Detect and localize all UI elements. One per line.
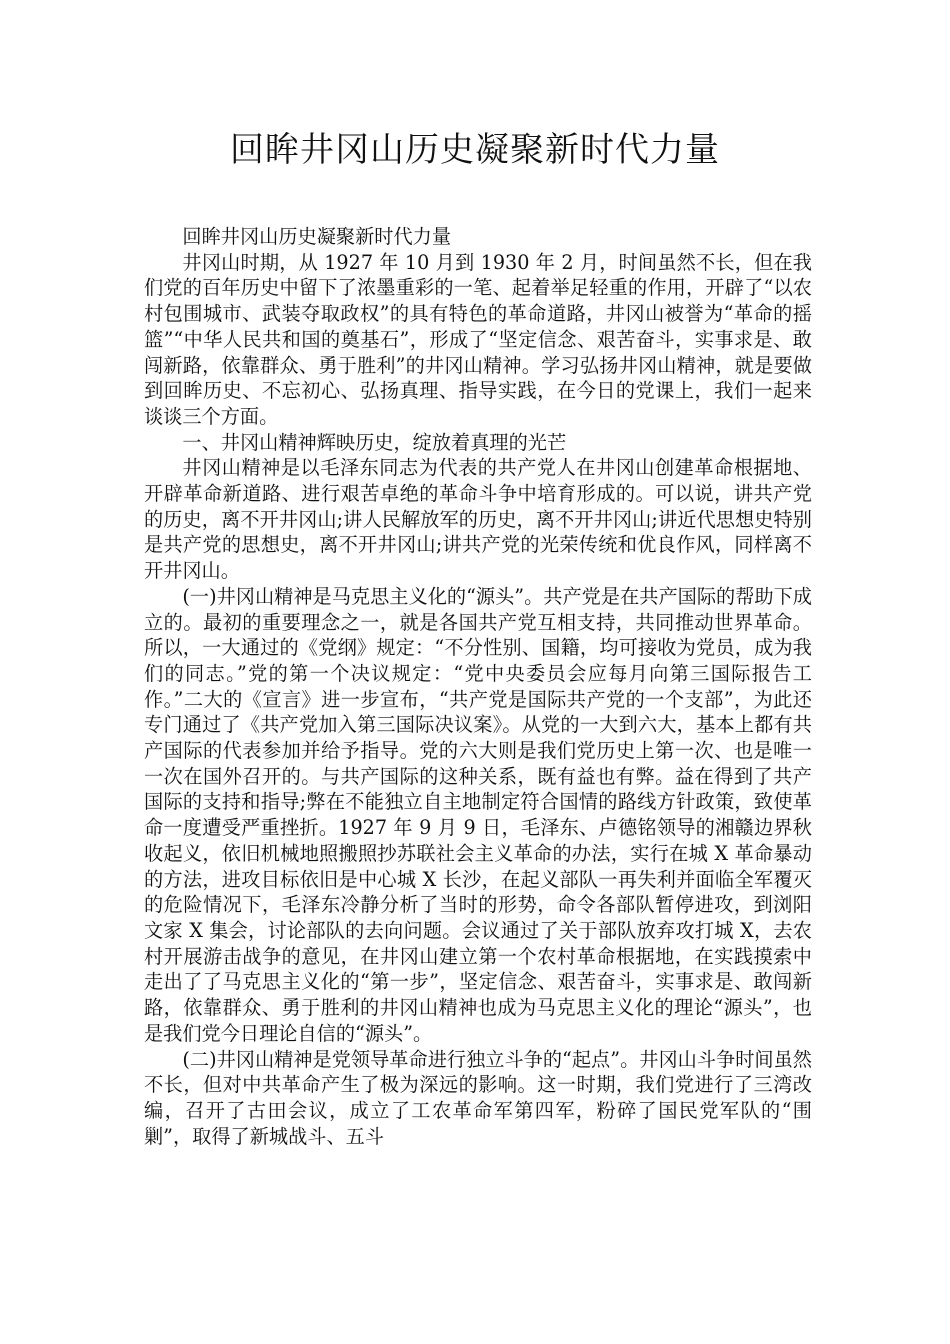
body-paragraph: (二)井冈山精神是党领导革命进行独立斗争的“起点”。井冈山斗争时间虽然不长，但对中共革命产生了极为深远的影响。这一时期，我们党进行了三湾改编，召开了古田会议，成立了工农革命军第四军，粉碎了国民党军队的“围剿”，取得了新城战斗、五斗 [144,1047,812,1148]
document-title: 回眸井冈山历史凝聚新时代力量 [230,130,720,170]
body-paragraph: 回眸井冈山历史凝聚新时代力量 [182,225,452,248]
body-paragraph: (一)井冈山精神是马克思主义化的“源头”。共产党是在共产国际的帮助下成立的。最初的重要理念之一，就是各国共产党互相支持，共同推动世界革命。所以，一大通过的《党纲》规定：“不分性别、国籍，均可接收为党员，成为我们的同志。”党的第一个决议规定：“党中央委员会应每月向第三国际报告工作。”二大的《宣言》进一步宣布，“共产党是国际共产党的一个支部”，为此还专门通过了《共产党加入第三国际决议案》。从党的一大到六大，基本上都有共产国际的代表参加并给予指导。党的六大则是我们党历史上第一次、也是唯一一次在国外召开的。与共产国际的这种关系，既有益也有弊。益在得到了共产国际的支持和指导;弊在不能独立自主地制定符合国情的路线方针政策，致使革命一度遭受严重挫折。1927 年 9 月 9 日，毛泽东、卢德铭领导的湘赣边界秋收起义，依旧机械地照搬照抄苏联社会主义革命的办法，实行在城 X 革命暴动的方法，进攻目标依旧是中心城 X 长沙，在起义部队一再失利并面临全军覆灭的危险情况下，毛泽东冷静分析了当时的形势，命令各部队暂停进攻，到浏阳文家 X 集会，讨论部队的去向问题。会议通过了关于部队放弃攻打城 X，去农村开展游击战争的意见，在井冈山建立第一个农村革命根据地，在实践摸索中走出了了马克思主义化的“第一步”，坚定信念、艰苦奋斗，实事求是、敢闯新路，依靠群众、勇于胜利的井冈山精神也成为马克思主义化的理论“源头”，也是我们党今日理论自信的“源头”。 [144,584,812,1045]
body-paragraph: 井冈山精神是以毛泽东同志为代表的共产党人在井冈山创建革命根据地、开辟革命新道路、进行艰苦卓绝的革命斗争中培育形成的。可以说，讲共产党的历史，离不开井冈山;讲人民解放军的历史，离不开井冈山;讲近代思想史特别是共产党的思想史，离不开井冈山;讲共产党的光荣传统和优良作风，同样离不开井冈山。 [144,456,812,583]
body-paragraph: 井冈山时期，从 1927 年 10 月到 1930 年 2 月，时间虽然不长，但在我们党的百年历史中留下了浓墨重彩的一笔、起着举足轻重的作用，开辟了“以农村包围城市、武装夺取政权”的具有特色的革命道路，井冈山被誉为“革命的摇篮”“中华人民共和国的奠基石”，形成了“坚定信念、艰苦奋斗，实事求是、敢闯新路，依靠群众、勇于胜利”的井冈山精神。学习弘扬井冈山精神，就是要做到回眸历史、不忘初心、弘扬真理、指导实践，在今日的党课上，我们一起来谈谈三个方面。 [144,250,812,428]
section-heading: 一、井冈山精神辉映历史，绽放着真理的光芒 [182,430,567,454]
document-body [144,224,812,1149]
